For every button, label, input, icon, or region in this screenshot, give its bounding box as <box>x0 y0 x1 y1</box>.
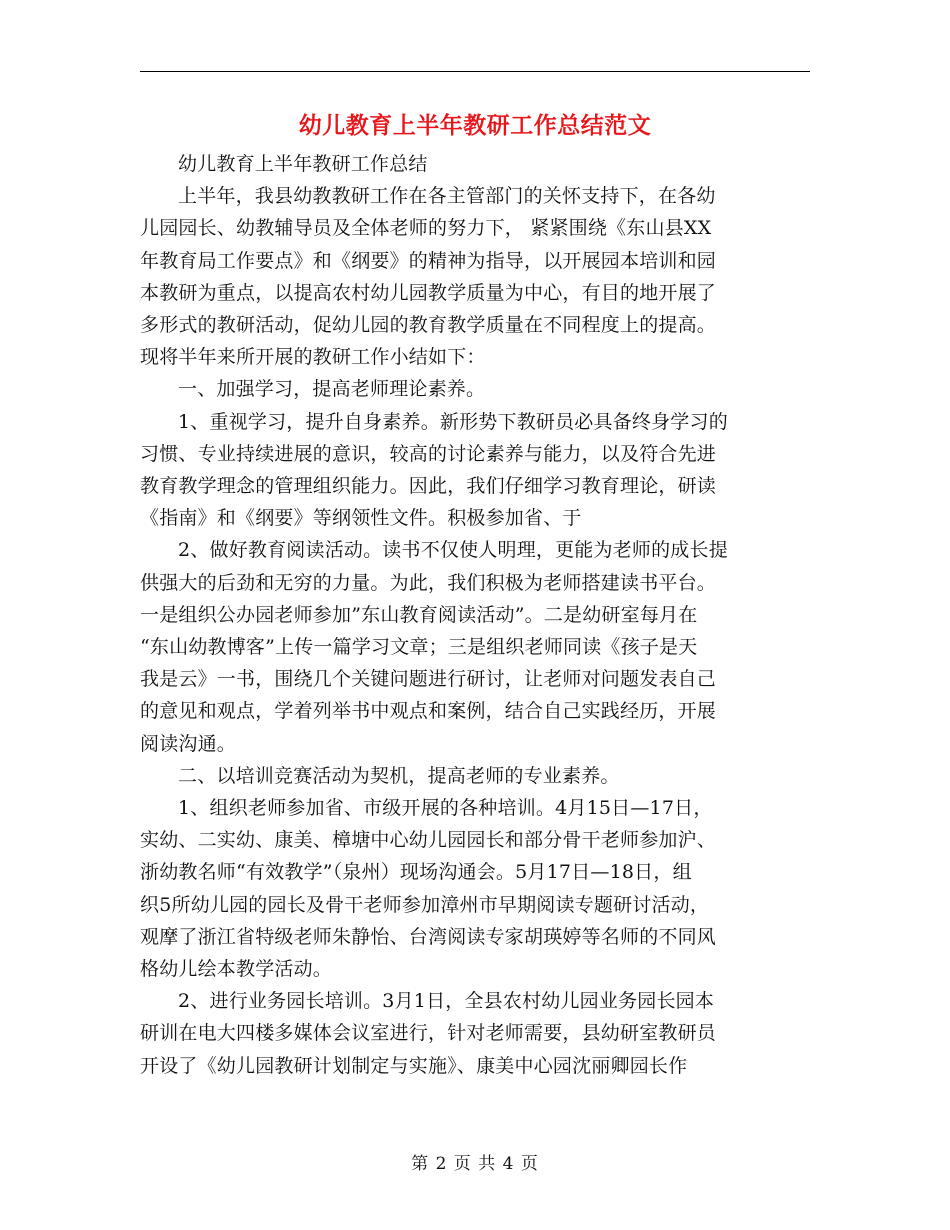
text-line: 格幼儿绘本教学活动。 <box>140 958 333 981</box>
paragraph <box>140 148 810 180</box>
text-line: 我是云》一书，围绕几个关键问题进行研讨，让老师对问题发表自己 <box>140 668 717 691</box>
text-line: 实幼、二实幼、康美、樟塘中心幼儿园园长和部分骨干老师参加沪、 <box>140 829 717 852</box>
paragraph <box>140 180 810 373</box>
text-line: 二、以培训竞赛活动为契机，提高老师的专业素养。 <box>178 764 620 787</box>
header-rule <box>140 71 810 72</box>
text-line: 《指南》和《纲要》等纲领性文件。积极参加省、于 <box>140 507 582 530</box>
text-line: 的意见和观点，学着列举书中观点和案例，结合自己实践经历，开展 <box>140 700 717 723</box>
text-line: “东山幼教博客”上传一篇学习文章；三是组织老师同读《孩子是天 <box>140 636 698 659</box>
text-line: 一、加强学习，提高老师理论素养。 <box>178 378 486 401</box>
text-line: 阅读沟通。 <box>140 732 237 755</box>
text-line: 观摩了浙江省特级老师朱静怡、台湾阅读专家胡瑛婷等名师的不同风 <box>140 925 717 948</box>
text-line: 本教研为重点，以提高农村幼儿园教学质量为中心，有目的地开展了 <box>140 281 717 304</box>
text-line: 供强大的后劲和无穷的力量。为此，我们积极为老师搭建读书平台。 <box>140 571 717 594</box>
text-line: 儿园园长、幼教辅导员及全体老师的努力下， 紧紧围绕《东山县XX <box>140 217 712 240</box>
text-line: 现将半年来所开展的教研工作小结如下： <box>140 346 486 369</box>
text-line: 织5所幼儿园的园长及骨干老师参加漳州市早期阅读专题研讨活动， <box>140 893 710 916</box>
text-line: 1、重视学习，提升自身素养。新形势下教研员必具备终身学习的 <box>178 410 728 433</box>
paragraph <box>140 792 810 985</box>
text-line: 幼儿教育上半年教研工作总结 <box>178 153 428 175</box>
paragraph <box>140 406 810 535</box>
text-line: 研训在电大四楼多媒体会议室进行，针对老师需要，县幼研室教研员 <box>140 1022 717 1045</box>
page-footer: 第 2 页 共 4 页 <box>411 1154 539 1174</box>
text-line: 年教育局工作要点》和《纲要》的精神为指导，以开展园本培训和园 <box>140 249 717 272</box>
paragraph <box>140 760 810 792</box>
text-line: 教育教学理念的管理组织能力。因此，我们仔细学习教育理论，研读 <box>140 475 717 498</box>
text-line: 浙幼教名师“有效教学”（泉州）现场沟通会。5月17日—18日，组 <box>140 861 692 884</box>
document-body <box>140 148 810 1082</box>
paragraph <box>140 985 810 1082</box>
text-line: 一是组织公办园老师参加”东山教育阅读活动”。二是幼研室每月在 <box>140 603 698 626</box>
document-title: 幼儿教育上半年教研工作总结范文 <box>298 112 652 139</box>
paragraph <box>140 373 810 405</box>
text-line: 上半年，我县幼教教研工作在各主管部门的关怀支持下，在各幼 <box>178 185 716 208</box>
text-line: 开设了《幼儿园教研计划制定与实施》、康美中心园沈丽卿园长作 <box>140 1054 688 1077</box>
text-line: 2、进行业务园长培训。3月1日，全县农村幼儿园业务园长园本 <box>178 990 715 1013</box>
text-line: 多形式的教研活动，促幼儿园的教育教学质量在不同程度上的提高。 <box>140 314 717 337</box>
text-line: 1、组织老师参加省、市级开展的各种培训。4月15日—17日， <box>178 797 713 820</box>
text-line: 2、做好教育阅读活动。读书不仅使人明理，更能为老师的成长提 <box>178 539 728 562</box>
paragraph <box>140 534 810 759</box>
text-line: 习惯、专业持续进展的意识，较高的讨论素养与能力，以及符合先进 <box>140 442 717 465</box>
